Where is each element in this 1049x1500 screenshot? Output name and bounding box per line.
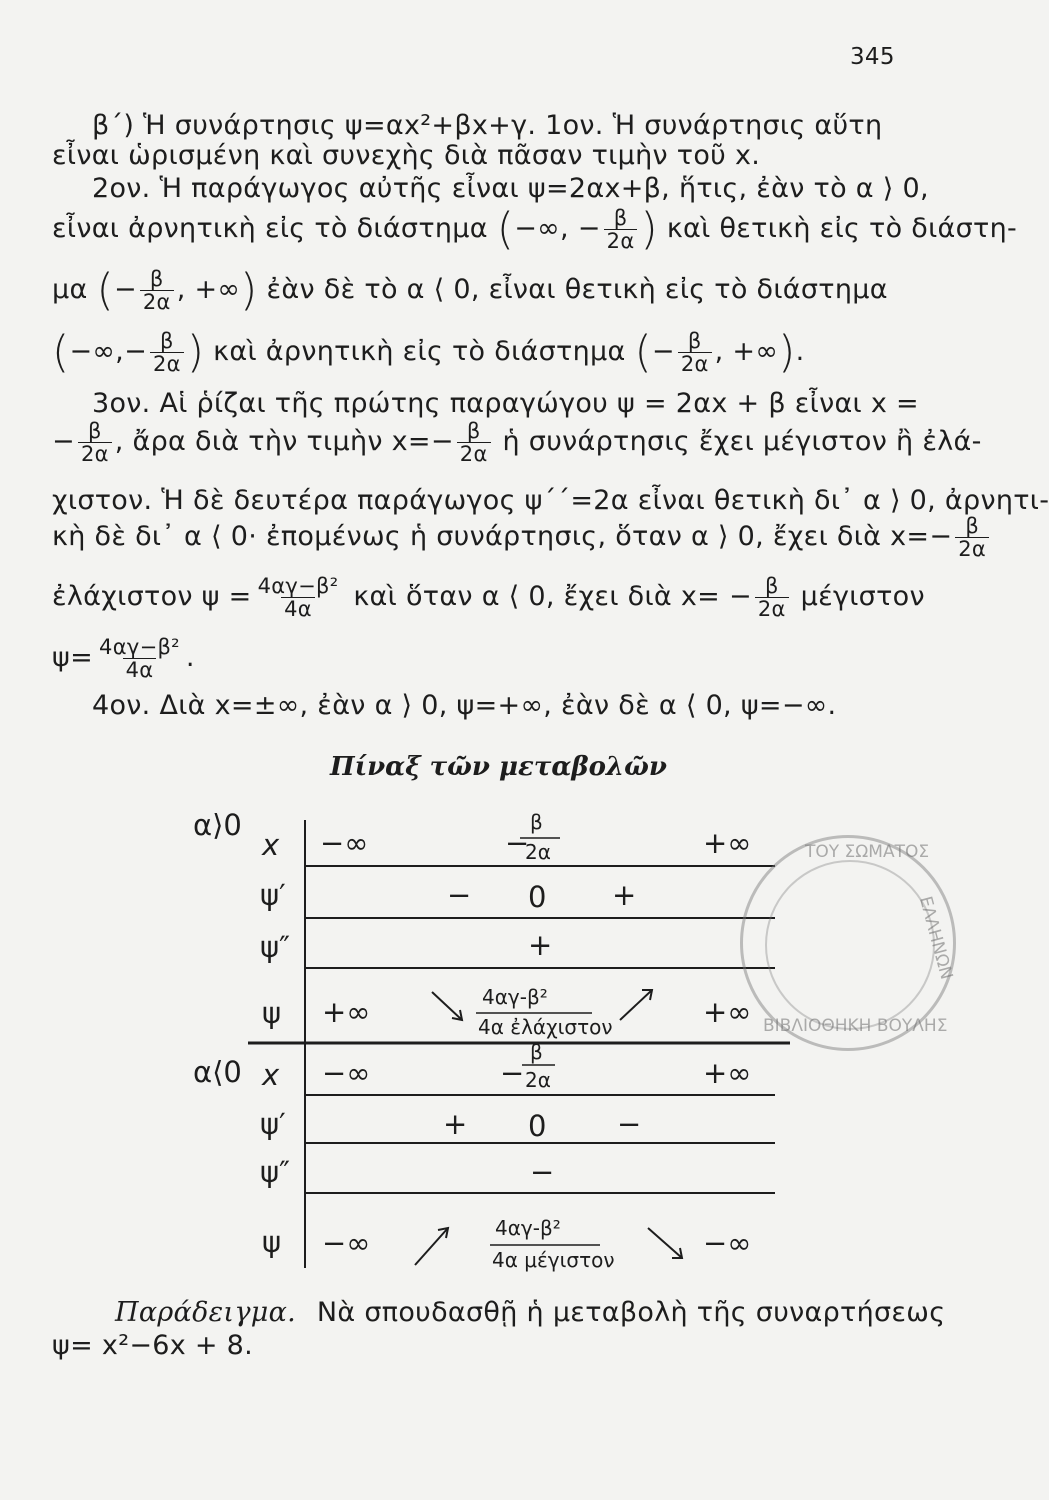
library-stamp [740,835,956,1051]
fraction: $\frac{\beta}{2\alpha}$ [755,575,789,620]
cell-discriminant: 4αγ-β² [482,985,548,1009]
cell-plus-inf: +∞ [703,1056,752,1090]
cell-two-alpha: 2α [525,840,551,864]
cell-beta: β [530,810,543,834]
row-label-y2: ψ″ [260,1155,290,1189]
text-line-7: 3ον. Αἱ ῥίζαι τῆς πρώτης παραγώγου ψ = 2αx + β εἶναι x = [92,388,919,419]
text-line-1: β΄) Ἡ συνάρτησις ψ=αx²+βx+γ. 1ον. Ἡ συνάρτησις αὕτη [92,110,883,141]
text-line-5: μα (− $\frac{\beta}{2\alpha}$ , +∞) ἐὰν δὲ τὸ α ⟨ 0, εἶναι θετικὴ εἰς τὸ διάστημα [52,264,888,316]
row-label-y2: ψ″ [260,930,290,964]
row-label-y: ψ [262,996,282,1030]
cell-minus: − [447,878,472,912]
cell-minus: − [617,1107,642,1141]
cell-plus: + [612,878,637,912]
fraction: $\frac{\text{4αγ−β²}}{4\alpha}$ [99,635,180,683]
table-title: Πίναξ τῶν μεταβολῶν [330,752,667,782]
cell-zero: 0 [528,1109,547,1143]
text-line-13: 4ον. Διὰ x=±∞, ἐὰν α ⟩ 0, ψ=+∞, ἐὰν δὲ α ⟨ 0, ψ=−∞. [92,690,837,721]
cell-plus-inf: +∞ [703,826,752,860]
text-line-9: χιστον. Ἡ δὲ δευτέρα παράγωγος ψ΄΄=2α εἶναι θετικὴ δι᾽ α ⟩ 0, ἀρνητι- [52,485,1049,516]
case-negative: α⟨0 [193,1055,242,1089]
cell-minus-inf: −∞ [322,1056,371,1090]
cell-plus-inf: +∞ [322,995,371,1029]
example-line-1: Παράδειγμα. Νὰ σπουδασθῇ ἡ μεταβολὴ τῆς συναρτήσεως [115,1297,946,1328]
row-label-y1: ψ′ [260,878,286,912]
cell-minus-sign: − [500,1056,525,1090]
cell-minus-inf: −∞ [703,1226,752,1260]
page-number: 345 [850,44,895,70]
stamp-text-bottom: ΒΙΒΛΙΟΘΗΚΗ ΒΟΥΛΗΣ [763,1016,948,1036]
cell-zero: 0 [528,880,547,914]
text-line-10: κὴ δὲ δι᾽ α ⟨ 0· ἐπομένως ἡ συνάρτησις, ὅταν α ⟩ 0, ἔχει διὰ x=− $\frac{\beta}{2\alpha}$ [52,515,992,560]
stamp-text-right: ΕΛΛΗΝΩΝ [914,894,957,982]
text-line-11: ἐλάχιστον ψ = $\frac{\text{4αγ−β²}}{4\alpha}$ καὶ ὅταν α ⟨ 0, ἔχει διὰ x= − $\frac{\beta}{2\alpha}$ μέγιστον [52,574,925,622]
cell-minus-inf: −∞ [322,1226,371,1260]
text-line-2: εἶναι ὡρισμένη καὶ συνεχὴς διὰ πᾶσαν τιμὴν τοῦ x. [52,140,761,171]
text-line-6: (−∞,− $\frac{\beta}{2\alpha}$ ) καὶ ἀρνητικὴ εἰς τὸ διάστημα (− $\frac{\beta}{2\alpha}$ , +∞). [52,326,805,378]
text-line-3: 2ον. Ἡ παράγωγος αὐτῆς εἶναι ψ=2αx+β, ἥτις, ἐὰν τὸ α ⟩ 0, [92,173,929,204]
fraction: $\frac{\beta}{2\alpha}$ [678,330,712,375]
cell-minus-inf: −∞ [320,826,369,860]
fraction: $\frac{\beta}{2\alpha}$ [140,268,174,313]
row-label-y1: ψ′ [260,1107,286,1141]
fraction: $\frac{\beta}{2\alpha}$ [955,515,989,560]
text-line-8: − $\frac{\beta}{2\alpha}$ , ἄρα διὰ τὴν τιμὴν x=− $\frac{\beta}{2\alpha}$ ἡ συνάρτησις ἔχει μέγιστον ἢ ἐλά- [52,419,982,467]
row-label-x: x [262,1058,280,1092]
cell-plus: + [443,1107,468,1141]
cell-minimum-label: 4α ἐλάχιστον [478,1015,613,1039]
cell-beta: β [530,1040,543,1064]
cell-minus-sign: − [505,826,530,860]
row-label-y: ψ [262,1225,282,1259]
text-line-12: ψ= $\frac{\text{4αγ−β²}}{4\alpha}$ . [52,635,195,683]
cell-minus: − [530,1155,555,1189]
fraction: $\frac{\beta}{2\alpha}$ [150,330,184,375]
text-line-4: εἶναι ἀρνητικὴ εἰς τὸ διάστημα (−∞, − $\frac{\beta}{2\alpha}$ ) καὶ θετικὴ εἰς τὸ διάστη- [52,203,1018,255]
fraction: $\frac{\beta}{2\alpha}$ [457,420,491,465]
case-positive: α⟩0 [193,808,242,842]
example-line-2: ψ= x²−6x + 8. [52,1330,254,1361]
cell-discriminant: 4αγ-β² [495,1216,561,1240]
cell-two-alpha: 2α [525,1068,551,1092]
fraction: $\frac{\beta}{2\alpha}$ [78,420,112,465]
row-label-x: x [262,828,280,862]
fraction: $\frac{\beta}{2\alpha}$ [604,207,638,252]
fraction: $\frac{\text{4αγ−β²}}{4\alpha}$ [257,574,339,622]
cell-maximum-label: 4α μέγιστον [492,1248,615,1272]
cell-plus: + [528,928,553,962]
stamp-text-top: ΤΟΥ ΣΩΜΑΤΟΣ [805,842,930,862]
cell-plus-inf: +∞ [703,995,752,1029]
